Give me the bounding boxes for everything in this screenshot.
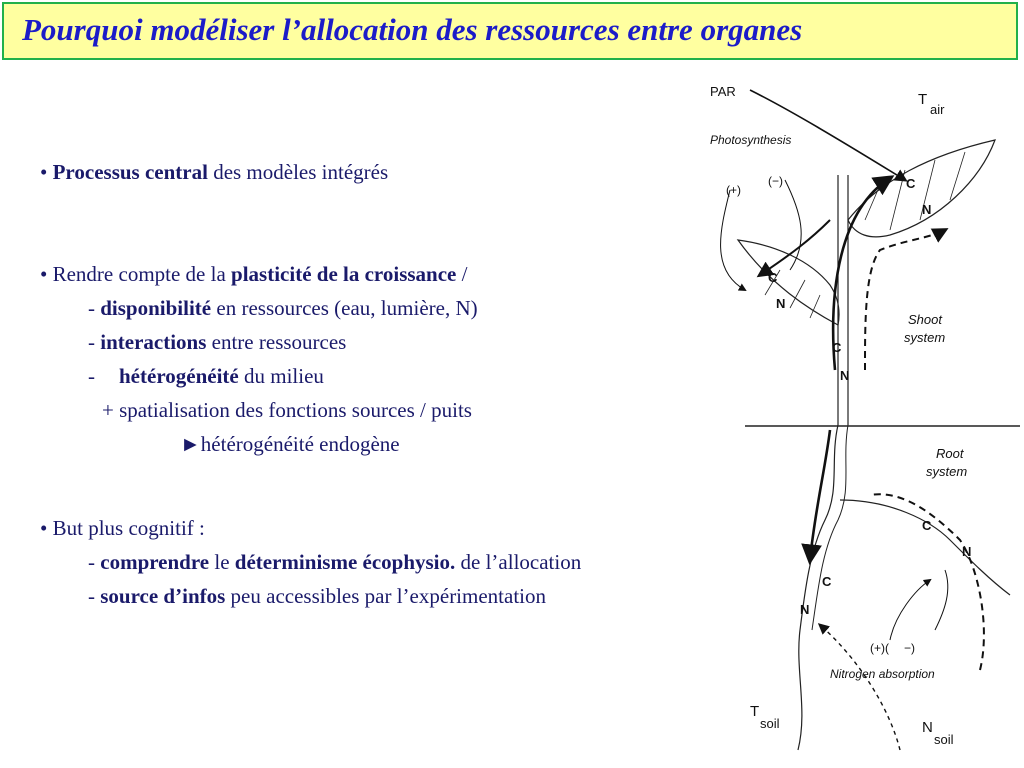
stem [838, 175, 848, 425]
upper-leaf [848, 140, 995, 237]
leaf-veins [865, 152, 965, 230]
bold-text: disponibilité [100, 296, 212, 320]
minus-label-2: −) [904, 641, 916, 655]
text: en ressources (eau, lumière, N) [211, 296, 478, 320]
dash: - [88, 364, 95, 388]
root-label-2: system [926, 464, 968, 479]
c-label-lower: C [768, 270, 778, 285]
n-label-main-root: N [800, 602, 810, 617]
dash: - [88, 550, 101, 574]
nitrogen-shoot-arrow [865, 230, 945, 370]
sub-interactions [88, 330, 346, 355]
plus-mark: + [102, 398, 114, 422]
dash: - [88, 584, 101, 608]
shoot-label-2: system [904, 330, 946, 345]
minus-label: (−) [768, 174, 783, 188]
plant-allocation-diagram [690, 70, 1020, 760]
text: le [209, 550, 235, 574]
sub-spatialisation [102, 398, 472, 423]
text: de l’allocation [455, 550, 582, 574]
plus-label: (+) [726, 183, 741, 197]
absorption-plus-arrow [890, 580, 930, 640]
main-root-inner [812, 425, 848, 630]
text: entre ressources [206, 330, 347, 354]
bold-text: Processus central [52, 160, 208, 184]
bullet-plasticite [40, 262, 467, 287]
bold-text: plasticité de la croissance [231, 262, 457, 286]
text: But plus cognitif : [47, 516, 205, 540]
sub-heterogeneite [88, 364, 324, 389]
absorption-minus-arrow [935, 570, 948, 630]
nitrogen-absorption-label: Nitrogen absorption [830, 667, 935, 681]
n-soil-sub: soil [934, 732, 954, 747]
bold-text: interactions [100, 330, 207, 354]
c-label-main-root: C [822, 574, 832, 589]
sub-comprendre [88, 550, 581, 575]
n-label-root: N [962, 544, 972, 559]
bullet-mark: • [40, 262, 48, 286]
bold-text: déterminisme écophysio. [234, 550, 456, 574]
text: Rendre compte de la [47, 262, 232, 286]
bold-text: hétérogénéité [119, 364, 239, 388]
bullet-mark: • [40, 516, 48, 540]
c-label-stem: C [832, 340, 842, 355]
n-label-lower: N [776, 296, 786, 311]
n-label-stem: N [840, 368, 850, 383]
par-label: PAR [710, 84, 736, 99]
text: des modèles intégrés [207, 160, 389, 184]
sub-endogene [180, 432, 400, 457]
sub-source-infos [88, 584, 546, 609]
lateral-root [840, 500, 1010, 595]
carbon-root-arrow [810, 430, 830, 560]
bold-text: source d’infos [100, 584, 226, 608]
carbon-flow-arrow [833, 178, 890, 370]
bullet-mark: • [40, 160, 48, 184]
text: du milieu [238, 364, 324, 388]
text: peu accessibles par l’expérimentation [225, 584, 546, 608]
c-label-root: C [922, 518, 932, 533]
t-soil-label: T [750, 703, 760, 720]
lower-leaf [738, 240, 839, 325]
root-label: Root [936, 446, 964, 461]
slide-title: Pourquoi modéliser l’allocation des ressources entre organes [22, 12, 803, 47]
arrow-right-icon: ► [180, 432, 201, 456]
photosynthesis-label: Photosynthesis [710, 133, 792, 147]
sub-disponibilite [88, 296, 478, 321]
t-soil-sub: soil [760, 716, 780, 731]
dash: - [88, 330, 101, 354]
text: / [456, 262, 468, 286]
text: hétérogénéité endogène [200, 432, 400, 456]
t-air-label: T [918, 91, 928, 108]
shoot-label: Shoot [908, 312, 942, 327]
text: spatialisation des fonctions sources / puits [113, 398, 472, 422]
title-banner [2, 2, 1018, 60]
c-label-leaf: C [906, 176, 916, 191]
n-soil-label: N [922, 719, 933, 736]
bold-text: comprendre [100, 550, 210, 574]
dash: - [88, 296, 101, 320]
plus-label-2: (+)( [870, 641, 889, 655]
t-air-sub: air [930, 102, 945, 117]
n-label-leaf: N [922, 202, 932, 217]
bullet-processus [40, 160, 388, 185]
bullet-cognitif [40, 516, 205, 541]
